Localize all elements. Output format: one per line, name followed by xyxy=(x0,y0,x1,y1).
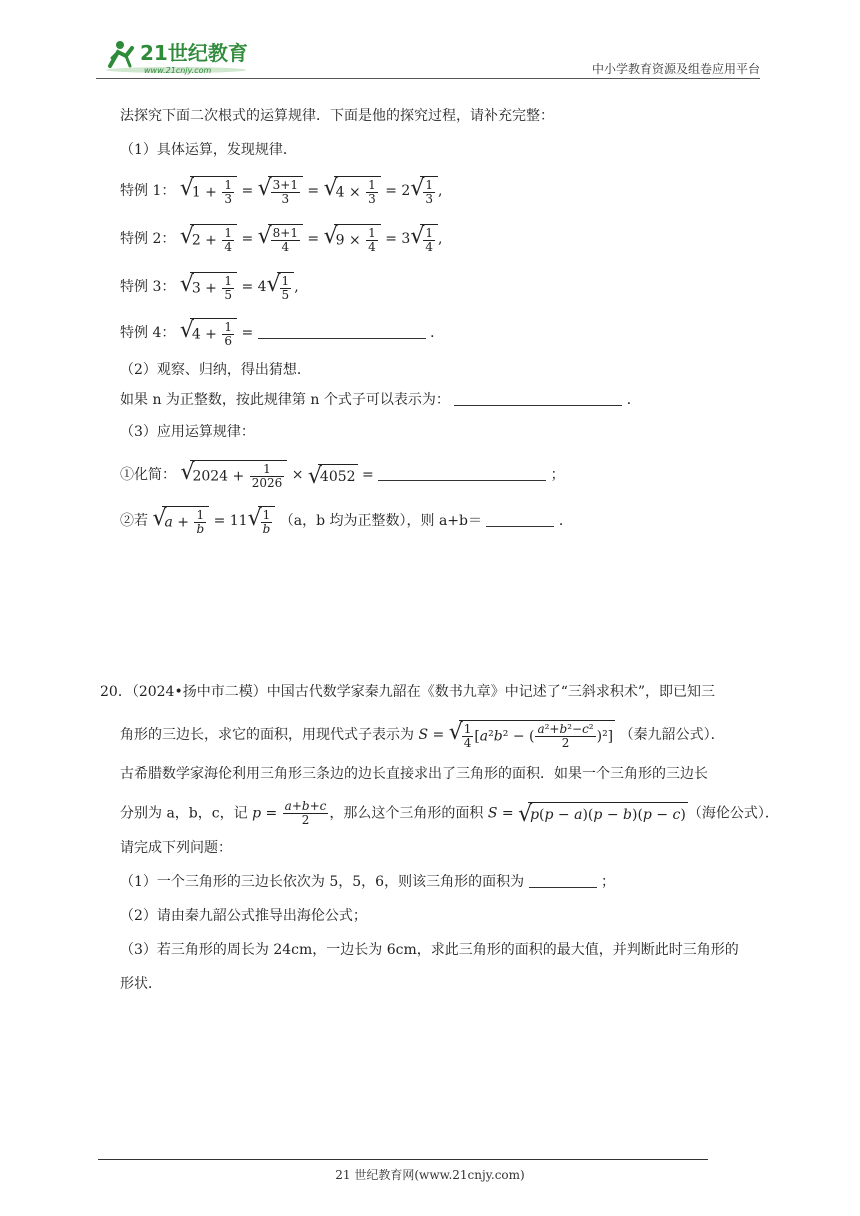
q20-line-3: 古希腊数学家海伦利用三角形三条边的边长直接求出了三角形的面积．如果一个三角形的三边长 xyxy=(120,766,708,782)
q19-example-2: 特例 2： √ 2 + $\frac{1}{4}$ = √ $\frac{8+1}{4}$ = √ 9 × $\frac{1}{4}$ = 3 √ $\frac{1}{4}$ , xyxy=(120,224,443,254)
q20-line-2: 角形的三边长，求它的面积，用现代式子表示为 S = √ $\frac{1}{4}$ [a²b² − ( $\frac{\text{a²+b²−c²}}{2}$ )²] （秦九韶公式）． xyxy=(120,720,725,750)
q19-example-1: 特例 1： √ 1 + $\frac{1}{3}$ = √ $\frac{3+1}{3}$ = √ 4 × $\frac{1}{3}$ = 2 √ $\frac{1}{3}$ , xyxy=(120,176,443,206)
q20-line-5: 请完成下列问题： xyxy=(120,840,232,856)
q20-line-1: 20．（2024•扬中市二模）中国古代数学家秦九韶在《数书九章》中记述了“三斜求积术”，即已知三 xyxy=(100,684,716,700)
example-1-label: 特例 1： xyxy=(120,183,176,199)
q20-line-4: 分别为 a，b，c，记 p = $\frac{a+b+c}{2}$ ，那么这个三角形的面积 S = √ p(p − a)(p − b)(p − c) （海伦公式）． xyxy=(120,799,779,827)
q19-conjecture: 如果 n 为正整数，按此规律第 n 个式子可以表示为： ． xyxy=(120,392,641,408)
header-platform-text: 中小学教育资源及组卷应用平台 xyxy=(591,62,760,76)
q20-sub-1: （1）一个三角形的三边长依次为 5，5，6，则该三角形的面积为 ； xyxy=(120,874,615,890)
example-4-label: 特例 4： xyxy=(120,325,176,341)
q19-application-2: ②若 √ a + $\frac{1}{b}$ = 11 √ $\frac{1}{b}$ （a，b 均为正整数），则 a+b＝ ． xyxy=(120,506,573,536)
footer-text: 21 世纪教育网(www.21cnjy.com) xyxy=(335,1168,525,1182)
answer-blank-conjecture[interactable] xyxy=(454,391,622,406)
header-divider xyxy=(96,78,760,79)
answer-blank-area[interactable] xyxy=(529,873,597,888)
q19-intro: 法探究下面二次根式的运算规律．下面是他的探究过程，请补充完整： xyxy=(120,108,554,124)
svg-text:21世纪教育: 21世纪教育 xyxy=(140,41,248,65)
q20-sub-3b: 形状． xyxy=(120,976,162,992)
q20-sub-2: （2）请由秦九韶公式推导出海伦公式； xyxy=(120,908,367,924)
q19-part3: （3）应用运算规律： xyxy=(120,424,255,440)
q19-part1: （1）具体运算，发现规律． xyxy=(120,142,297,158)
q19-part2: （2）观察、归纳，得出猜想． xyxy=(120,362,311,378)
q19-example-4: 特例 4： √ 4 + $\frac{1}{6}$ = ． xyxy=(120,318,445,348)
answer-blank-example-4[interactable] xyxy=(258,324,426,339)
site-logo xyxy=(96,36,256,76)
example-2-label: 特例 2： xyxy=(120,231,176,247)
answer-blank-simplify[interactable] xyxy=(378,466,546,481)
q20-sub-3a: （3）若三角形的周长为 24cm，一边长为 6cm，求此三角形的面积的最大值，并判断此时三角形的 xyxy=(120,942,739,958)
q19-application-1: ①化简： √ 2024 + $\frac{1}{2026}$ × √ 4052 = ； xyxy=(120,460,565,490)
svg-text:www.21cnjy.com: www.21cnjy.com xyxy=(144,66,212,75)
answer-blank-a-plus-b[interactable] xyxy=(486,512,554,527)
footer-divider xyxy=(98,1159,708,1160)
q19-example-3: 特例 3： √ 3 + $\frac{1}{5}$ = 4 √ $\frac{1}{5}$ , xyxy=(120,272,299,302)
example-3-label: 特例 3： xyxy=(120,279,176,295)
